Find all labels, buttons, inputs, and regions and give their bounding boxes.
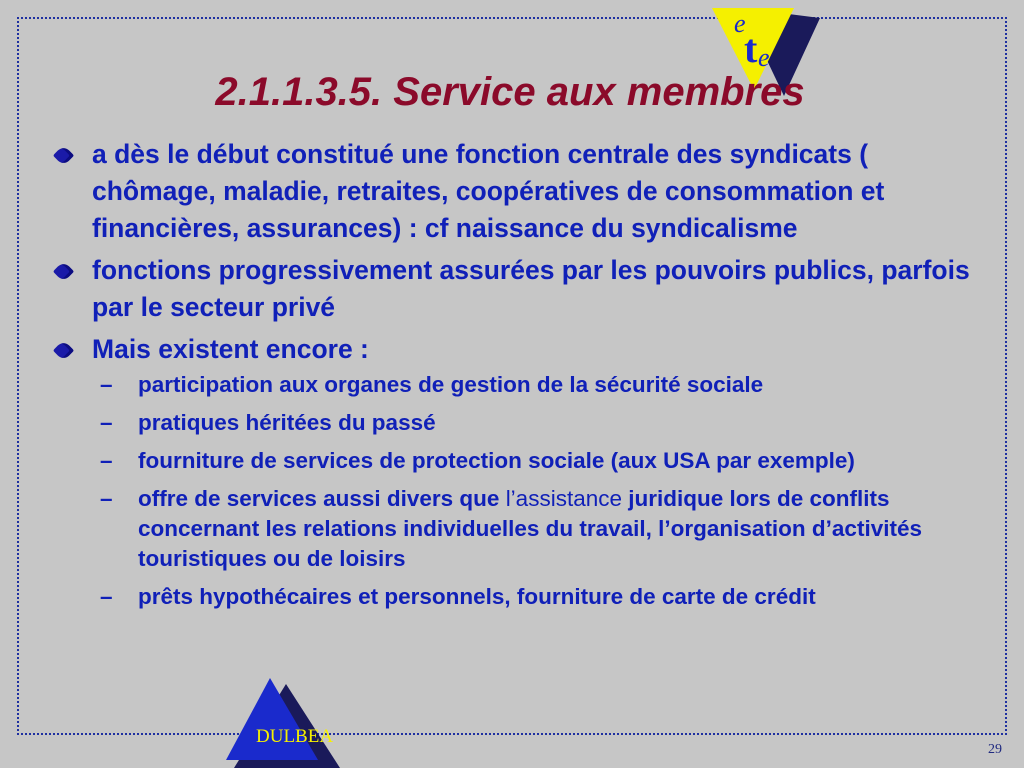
dulbea-logo <box>226 678 356 768</box>
sub-bullet-item <box>56 408 986 438</box>
diamond-bullet-icon <box>53 340 74 361</box>
dash-bullet-icon: – <box>100 410 113 435</box>
dash-bullet-icon: – <box>100 486 113 511</box>
bullet-text: Mais existent encore : <box>92 334 369 364</box>
sub-bullet-item <box>56 446 986 476</box>
dash-bullet-icon: – <box>100 584 113 609</box>
svg-text:e: e <box>758 43 770 72</box>
bullet-text: fonctions progressivement assurées par les pouvoirs publics, parfois par le secteur privé <box>92 255 970 322</box>
bullet-item <box>56 331 986 368</box>
bullet-text: a dès le début constitué une fonction centrale des syndicats ( chômage, maladie, retraites, coopératives de consommation et financières, assurances) : cf naissance du syndicalisme <box>92 139 885 243</box>
sub-bullet-text-bold: offre de services aussi divers que <box>138 486 506 511</box>
sub-bullet-item <box>56 370 986 400</box>
page-number: 29 <box>988 742 1002 757</box>
dash-bullet-icon: – <box>100 372 113 397</box>
slide-content <box>56 136 986 620</box>
sub-bullet-item <box>56 582 986 612</box>
sub-bullet-text: participation aux organes de gestion de la sécurité sociale <box>138 372 764 397</box>
sub-bullet-text-normal: l’assistance <box>505 486 622 511</box>
bullet-item <box>56 252 986 326</box>
svg-text:t: t <box>744 26 758 71</box>
sub-bullet-text: pratiques héritées du passé <box>138 410 436 435</box>
dash-bullet-icon: – <box>100 448 113 473</box>
bullet-item <box>56 136 986 247</box>
page-title: 2.1.1.3.5. Service aux membres <box>215 70 805 114</box>
svg-text:e: e <box>734 9 746 38</box>
diamond-bullet-icon <box>53 261 74 282</box>
diamond-bullet-icon <box>53 145 74 166</box>
sub-bullet-item <box>56 484 986 574</box>
sub-bullet-text: fourniture de services de protection sociale (aux USA par exemple) <box>138 448 855 473</box>
svg-text:DULBEA: DULBEA <box>256 726 334 747</box>
sub-bullet-text-bold: juridique lors de conflits concernant les relations individuelles du travail, l’organisation d’activités touristiques ou de loisirs <box>138 486 922 571</box>
sub-bullet-text: prêts hypothécaires et personnels, fourniture de carte de crédit <box>138 584 816 609</box>
